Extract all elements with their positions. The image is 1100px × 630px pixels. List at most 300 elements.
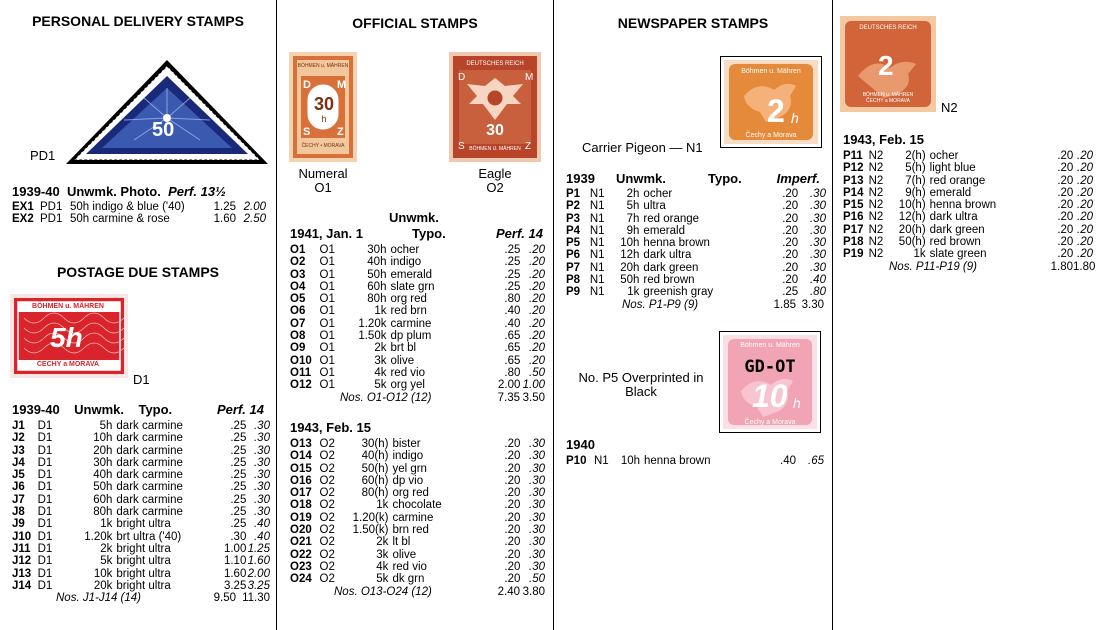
- denomination: 1k: [627, 286, 640, 299]
- color-description: org yel: [390, 379, 425, 392]
- catalog-row: [12, 568, 270, 580]
- design-type: D1: [37, 518, 53, 531]
- price-unused: .25: [504, 256, 521, 269]
- catalog-number: O11: [290, 366, 312, 379]
- price-unused: .65: [504, 354, 521, 367]
- total-row: [290, 392, 545, 404]
- catalog-number: J14: [12, 579, 32, 592]
- catalog-row: [12, 494, 270, 506]
- catalog-number: J1: [12, 420, 25, 432]
- catalog-row: [290, 549, 545, 561]
- color-description: dark carmine: [116, 493, 183, 506]
- price-unused: .20: [504, 573, 521, 586]
- design-type: O1: [319, 280, 335, 293]
- o1-stamp-value: 30: [313, 94, 335, 114]
- price-used: .30: [253, 444, 270, 457]
- catalog-row: [290, 244, 545, 256]
- denomination: 80h: [367, 293, 387, 306]
- catalog-row: [290, 499, 545, 511]
- color-description: ultra: [643, 200, 666, 213]
- price-used: .30: [809, 237, 826, 250]
- catalog-row: [566, 213, 826, 225]
- catalog-row: [290, 463, 545, 475]
- catalog-row: [12, 201, 270, 213]
- price-unused: .20: [1057, 223, 1074, 236]
- denomination: 5h: [626, 200, 640, 213]
- total-label: Nos. O13-O24 (12): [334, 585, 432, 598]
- price-used: .30: [253, 420, 270, 432]
- catalog-number: O24: [290, 573, 312, 586]
- price-used: .20: [1077, 236, 1094, 249]
- o2-corner-s: S: [458, 141, 465, 152]
- design-type: N1: [589, 274, 605, 287]
- catalog-number: P16: [843, 211, 864, 224]
- catalog-row: [290, 355, 545, 367]
- price-used: .30: [809, 224, 826, 237]
- price-unused: .80: [504, 293, 521, 306]
- total-row: [566, 299, 826, 311]
- catalog-number: O21: [290, 536, 312, 549]
- price-used: .20: [529, 317, 546, 330]
- price-unused: .20: [504, 438, 521, 450]
- catalog-row: [290, 561, 545, 573]
- color-description: dark carmine: [116, 420, 183, 432]
- denomination: 12(h): [898, 211, 926, 224]
- color-description: dp plum: [390, 330, 432, 343]
- catalog-number: O3: [290, 268, 306, 281]
- catalog-row: [290, 524, 545, 536]
- color-description: ocher: [643, 188, 673, 200]
- catalog-row: [843, 224, 1093, 236]
- catalog-number: J6: [12, 481, 25, 494]
- price-used: .20: [529, 354, 546, 367]
- price-unused: .20: [504, 560, 521, 573]
- color-description: dark carmine: [116, 444, 183, 457]
- catalog-row: [290, 450, 545, 462]
- price-unused: .20: [782, 249, 799, 262]
- color-description: dark carmine: [116, 481, 183, 494]
- color-description: red brn: [390, 305, 427, 318]
- catalog-row: [566, 225, 826, 237]
- denomination: 60h: [93, 493, 113, 506]
- catalog-row: [290, 487, 545, 499]
- denomination: 5k: [100, 555, 113, 568]
- catalog-row: [290, 330, 545, 342]
- design-type: O1: [319, 305, 335, 318]
- denomination: 30h: [367, 244, 387, 256]
- design-type: N2: [868, 174, 884, 187]
- price-unused: 1.60: [213, 213, 236, 226]
- price-used: .30: [253, 506, 270, 519]
- catalog-row: [290, 379, 545, 391]
- price-used: .50: [529, 573, 546, 586]
- catalog-row: [12, 469, 270, 481]
- o2-corner-d: D: [458, 72, 466, 83]
- col4-heading: 1943, Feb. 15: [843, 132, 924, 147]
- catalog-row: [566, 274, 826, 286]
- catalog-number: J3: [12, 444, 25, 457]
- denomination: 60h: [367, 280, 387, 293]
- catalog-row: [290, 318, 545, 330]
- color-description: brt bl: [390, 342, 417, 355]
- catalog-row: [843, 162, 1093, 174]
- catalog-number: J10: [12, 530, 32, 543]
- price-unused: .40: [504, 305, 521, 318]
- color-description: red orange: [929, 174, 986, 187]
- n2-stamp-value: 2: [878, 50, 894, 81]
- design-type: PD1: [40, 201, 63, 213]
- denomination: 2k: [374, 342, 387, 355]
- catalog-row: [290, 536, 545, 548]
- design-type: O1: [319, 244, 335, 256]
- price-used: .30: [529, 499, 546, 512]
- design-type: N2: [868, 211, 884, 224]
- design-type: O2: [319, 524, 335, 537]
- total-row: [843, 260, 1096, 273]
- design-type: N2: [868, 236, 884, 249]
- design-type: O1: [319, 293, 335, 306]
- color-description: ocher: [390, 244, 420, 256]
- color-description: indigo: [392, 450, 424, 463]
- price-unused: .20: [782, 188, 799, 200]
- denomination: 20h: [620, 261, 640, 274]
- design-type: D1: [37, 567, 53, 580]
- catalog-number: P4: [566, 224, 581, 237]
- color-description: bright ultra: [116, 555, 171, 568]
- n1-stamp-bottom: Čechy a Morava: [745, 132, 797, 139]
- denomination: 1.50k: [358, 330, 387, 343]
- catalog-row: [12, 580, 270, 592]
- catalog-number: O18: [290, 499, 312, 512]
- newspaper-rows: [566, 188, 826, 311]
- o1-corner-s: S: [303, 126, 311, 138]
- color-description: brt ultra ('40): [116, 530, 182, 543]
- denomination: 20(h): [898, 223, 926, 236]
- color-description: ocher: [929, 150, 959, 162]
- price-used: .40: [253, 518, 270, 531]
- design-type: O1: [319, 354, 335, 367]
- denomination: 1k: [374, 305, 387, 318]
- design-type: D1: [37, 542, 53, 555]
- catalog-row: [566, 237, 826, 249]
- price-unused: .20: [1057, 236, 1074, 249]
- denomination: 5k: [374, 379, 387, 392]
- o1-stamp-bottom: ČECHY • MORAVA: [301, 143, 345, 149]
- total-used: 1.80: [1073, 260, 1096, 273]
- denomination: 1k: [376, 499, 389, 512]
- design-type: D1: [37, 530, 53, 543]
- design-type: D1: [37, 456, 53, 469]
- catalog-number: J11: [12, 542, 31, 555]
- design-type: D1: [37, 481, 53, 494]
- catalog-number: O20: [290, 524, 312, 537]
- catalog-row: [566, 455, 826, 467]
- design-type: D1: [37, 469, 53, 482]
- denomination: 4k: [374, 366, 387, 379]
- catalog-number: O12: [290, 379, 312, 392]
- total-unused: 1.85: [773, 298, 796, 311]
- design-type: O2: [319, 511, 335, 524]
- catalog-row: [843, 175, 1093, 187]
- denomination: 30(h): [361, 438, 389, 450]
- color-description: 50h carmine & rose: [70, 213, 170, 226]
- design-type: N2: [868, 199, 884, 212]
- o2-stamp-top: DEUTSCHES REICH: [466, 61, 524, 67]
- catalog-number: O9: [290, 342, 306, 355]
- total-used: 3.80: [522, 585, 545, 598]
- price-unused: .20: [504, 462, 521, 475]
- catalog-row: [290, 512, 545, 524]
- n1-stamp-value: 2: [767, 93, 785, 129]
- color-description: dark green: [929, 223, 985, 236]
- denomination: 5k: [376, 573, 389, 586]
- denomination: 1k: [913, 248, 926, 261]
- design-type: O1: [319, 256, 335, 269]
- color-description: dark ultra: [643, 249, 692, 262]
- catalog-number: P13: [843, 174, 864, 187]
- price-unused: .25: [230, 432, 247, 445]
- price-unused: .65: [504, 330, 521, 343]
- color-description: org red: [392, 487, 429, 500]
- price-unused: .25: [504, 268, 521, 281]
- total-label: Nos. P11-P19 (9): [889, 260, 977, 273]
- d1-label: D1: [133, 372, 150, 387]
- newspaper-row-p10: [566, 455, 826, 467]
- total-unused: 9.50: [213, 592, 236, 605]
- price-used: .20: [1077, 211, 1094, 224]
- design-type: D1: [37, 579, 53, 592]
- newspaper-heading: 1939 Unwmk. Typo. Imperf.: [566, 171, 820, 186]
- design-type: O1: [319, 342, 335, 355]
- denomination: 5(h): [905, 162, 926, 175]
- catalog-number: J2: [12, 432, 25, 445]
- color-description: lt bl: [392, 536, 411, 549]
- price-used: .20: [1077, 162, 1094, 175]
- denomination: 20k: [93, 579, 113, 592]
- catalog-number: P8: [566, 274, 581, 287]
- denomination: 1.20k: [84, 530, 113, 543]
- price-unused: 3.25: [223, 579, 247, 592]
- denomination: 40h: [93, 469, 113, 482]
- design-type: N1: [589, 249, 605, 262]
- color-description: carmine: [390, 317, 432, 330]
- catalog-row: [12, 457, 270, 469]
- price-used: .20: [1077, 248, 1094, 261]
- postage-due-heading: 1939-40 Unwmk. Typo. Perf. 14: [12, 402, 264, 417]
- o2-stamp-bottom: BÖHMEN U. MÄHREN: [469, 146, 521, 152]
- design-type: O2: [319, 474, 335, 487]
- catalog-number: P10: [566, 455, 587, 467]
- official-heading-1941: 1941, Jan. 1 Typo. Perf. 14: [290, 226, 543, 241]
- denomination: 60(h): [361, 474, 389, 487]
- price-used: .20: [529, 330, 546, 343]
- catalog-row: [290, 305, 545, 317]
- price-used: 1.60: [247, 555, 270, 568]
- o2-stamp-value: 30: [486, 122, 504, 139]
- design-type: O2: [319, 487, 335, 500]
- denomination: 50h: [93, 481, 113, 494]
- pd1-stamp-image: [64, 58, 270, 166]
- price-used: 2.00: [243, 201, 266, 213]
- price-used: .30: [529, 560, 546, 573]
- catalog-number: O7: [290, 317, 306, 330]
- n2-stamp-bottom2: ČECHY a MORAVA: [866, 98, 910, 104]
- design-type: N2: [868, 162, 884, 175]
- denomination: 30h: [93, 456, 113, 469]
- pd1-label: PD1: [30, 148, 56, 163]
- catalog-row: [290, 281, 545, 293]
- catalog-number: O8: [290, 330, 306, 343]
- price-used: .30: [529, 536, 546, 549]
- price-used: .20: [1077, 186, 1094, 199]
- design-type: N2: [868, 150, 884, 162]
- price-used: .30: [809, 200, 826, 213]
- price-unused: 1.25: [213, 201, 236, 213]
- price-unused: .25: [230, 456, 247, 469]
- denomination: 10h: [620, 237, 640, 250]
- design-type: PD1: [40, 213, 63, 226]
- price-used: .20: [529, 293, 546, 306]
- price-used: 1.25: [247, 542, 270, 555]
- price-used: .30: [253, 456, 270, 469]
- n2-stamp-top: DEUTSCHES REICH: [859, 25, 917, 31]
- price-unused: .20: [1057, 199, 1074, 212]
- design-type: N1: [589, 237, 605, 250]
- price-used: .20: [1077, 199, 1094, 212]
- denomination: 2k: [100, 542, 113, 555]
- color-description: 50h indigo & blue ('40): [70, 201, 185, 213]
- gdot-stamp-unit: h: [793, 395, 801, 411]
- overprint-caption: No. P5 Overprinted in Black: [578, 370, 704, 399]
- price-unused: .25: [230, 506, 247, 519]
- catalog-number: O5: [290, 293, 306, 306]
- price-used: .40: [809, 274, 826, 287]
- catalog-row: [290, 573, 545, 585]
- catalog-row: [12, 445, 270, 457]
- catalog-row: [566, 188, 826, 200]
- catalog-number: J7: [12, 493, 25, 506]
- catalog-row: [12, 531, 270, 543]
- price-unused: .20: [1057, 162, 1074, 175]
- design-type: D1: [37, 506, 53, 519]
- denomination: 50(h): [361, 462, 389, 475]
- catalog-number: J9: [12, 518, 25, 531]
- color-description: yel grn: [392, 462, 427, 475]
- design-type: N1: [594, 455, 609, 467]
- catalog-number: O1: [290, 244, 306, 256]
- catalog-row: [12, 543, 270, 555]
- price-unused: .20: [504, 499, 521, 512]
- official-title: OFFICIAL STAMPS: [352, 15, 478, 31]
- design-type: O2: [319, 450, 335, 463]
- color-description: red orange: [643, 212, 700, 225]
- denomination: 10h: [620, 455, 640, 467]
- denomination: 10h: [93, 432, 113, 445]
- design-type: O1: [319, 379, 335, 392]
- newspaper-1940: 1940: [566, 437, 595, 452]
- denomination: 3k: [376, 548, 389, 561]
- n2-label: N2: [941, 100, 958, 115]
- n1-stamp-unit: h: [791, 110, 799, 126]
- price-unused: .80: [504, 366, 521, 379]
- design-type: O1: [319, 366, 335, 379]
- design-type: N1: [589, 212, 605, 225]
- catalog-row: [290, 475, 545, 487]
- o1-caption: Numeral O1: [298, 166, 348, 195]
- color-description: dark carmine: [116, 506, 183, 519]
- price-unused: .20: [782, 261, 799, 274]
- total-used: 11.30: [242, 592, 270, 605]
- denomination: 50(h): [898, 236, 926, 249]
- catalog-number: P14: [843, 186, 864, 199]
- o1-stamp-top: BÖHMEN u. MÄHREN: [297, 63, 349, 69]
- denomination: 2k: [376, 536, 389, 549]
- color-description: red brown: [643, 274, 695, 287]
- color-description: dark green: [643, 261, 699, 274]
- official-unwmk: Unwmk.: [389, 210, 439, 225]
- price-unused: .25: [504, 244, 521, 256]
- price-used: .40: [253, 530, 270, 543]
- color-description: emerald: [929, 186, 972, 199]
- price-used: .30: [529, 548, 546, 561]
- color-description: org red: [390, 293, 427, 306]
- o2-caption: Eagle O2: [478, 166, 512, 195]
- design-type: N1: [589, 200, 605, 213]
- color-description: chocolate: [392, 499, 442, 512]
- price-used: .30: [529, 474, 546, 487]
- price-unused: 1.60: [223, 567, 247, 580]
- price-unused: .65: [504, 342, 521, 355]
- design-type: O1: [319, 330, 335, 343]
- color-description: red brown: [929, 236, 981, 249]
- denomination: 2h: [626, 188, 640, 200]
- price-used: .20: [529, 342, 546, 355]
- total-label: Nos. O1-O12 (12): [340, 391, 432, 404]
- catalog-row: [12, 518, 270, 530]
- color-description: brn red: [392, 524, 429, 537]
- d1-stamp-top: BÖHMEN u. MÄHREN: [32, 303, 104, 310]
- catalog-row: [843, 248, 1093, 260]
- price-unused: .20: [504, 487, 521, 500]
- price-unused: .25: [230, 481, 247, 494]
- catalog-number: P12: [843, 162, 864, 175]
- total-unused: 2.40: [497, 585, 520, 598]
- n1-stamp-top: Böhmen u. Mähren: [741, 68, 801, 75]
- catalog-row: [843, 199, 1093, 211]
- price-used: .20: [1077, 174, 1094, 187]
- price-unused: .20: [782, 200, 799, 213]
- catalog-number: O15: [290, 462, 312, 475]
- design-type: D1: [37, 555, 53, 568]
- n1-caption: Carrier Pigeon — N1: [582, 140, 703, 155]
- catalog-row: [566, 262, 826, 274]
- catalog-row: [12, 420, 270, 432]
- price-unused: .20: [504, 536, 521, 549]
- column-divider: [553, 0, 554, 630]
- denomination: 50h: [367, 268, 387, 281]
- personal-heading: 1939-40 Unwmk. Photo. Perf. 13½: [12, 184, 226, 199]
- catalog-number: EX2: [12, 213, 34, 226]
- catalog-row: [12, 213, 270, 225]
- catalog-number: P6: [566, 249, 581, 262]
- denomination: 20h: [93, 444, 113, 457]
- price-used: .20: [529, 268, 546, 281]
- o2-corner-z: Z: [525, 141, 532, 152]
- denomination: 1.50(k): [352, 524, 389, 537]
- design-type: N1: [589, 224, 605, 237]
- color-description: henna brown: [644, 455, 711, 467]
- price-unused: .20: [1057, 211, 1074, 224]
